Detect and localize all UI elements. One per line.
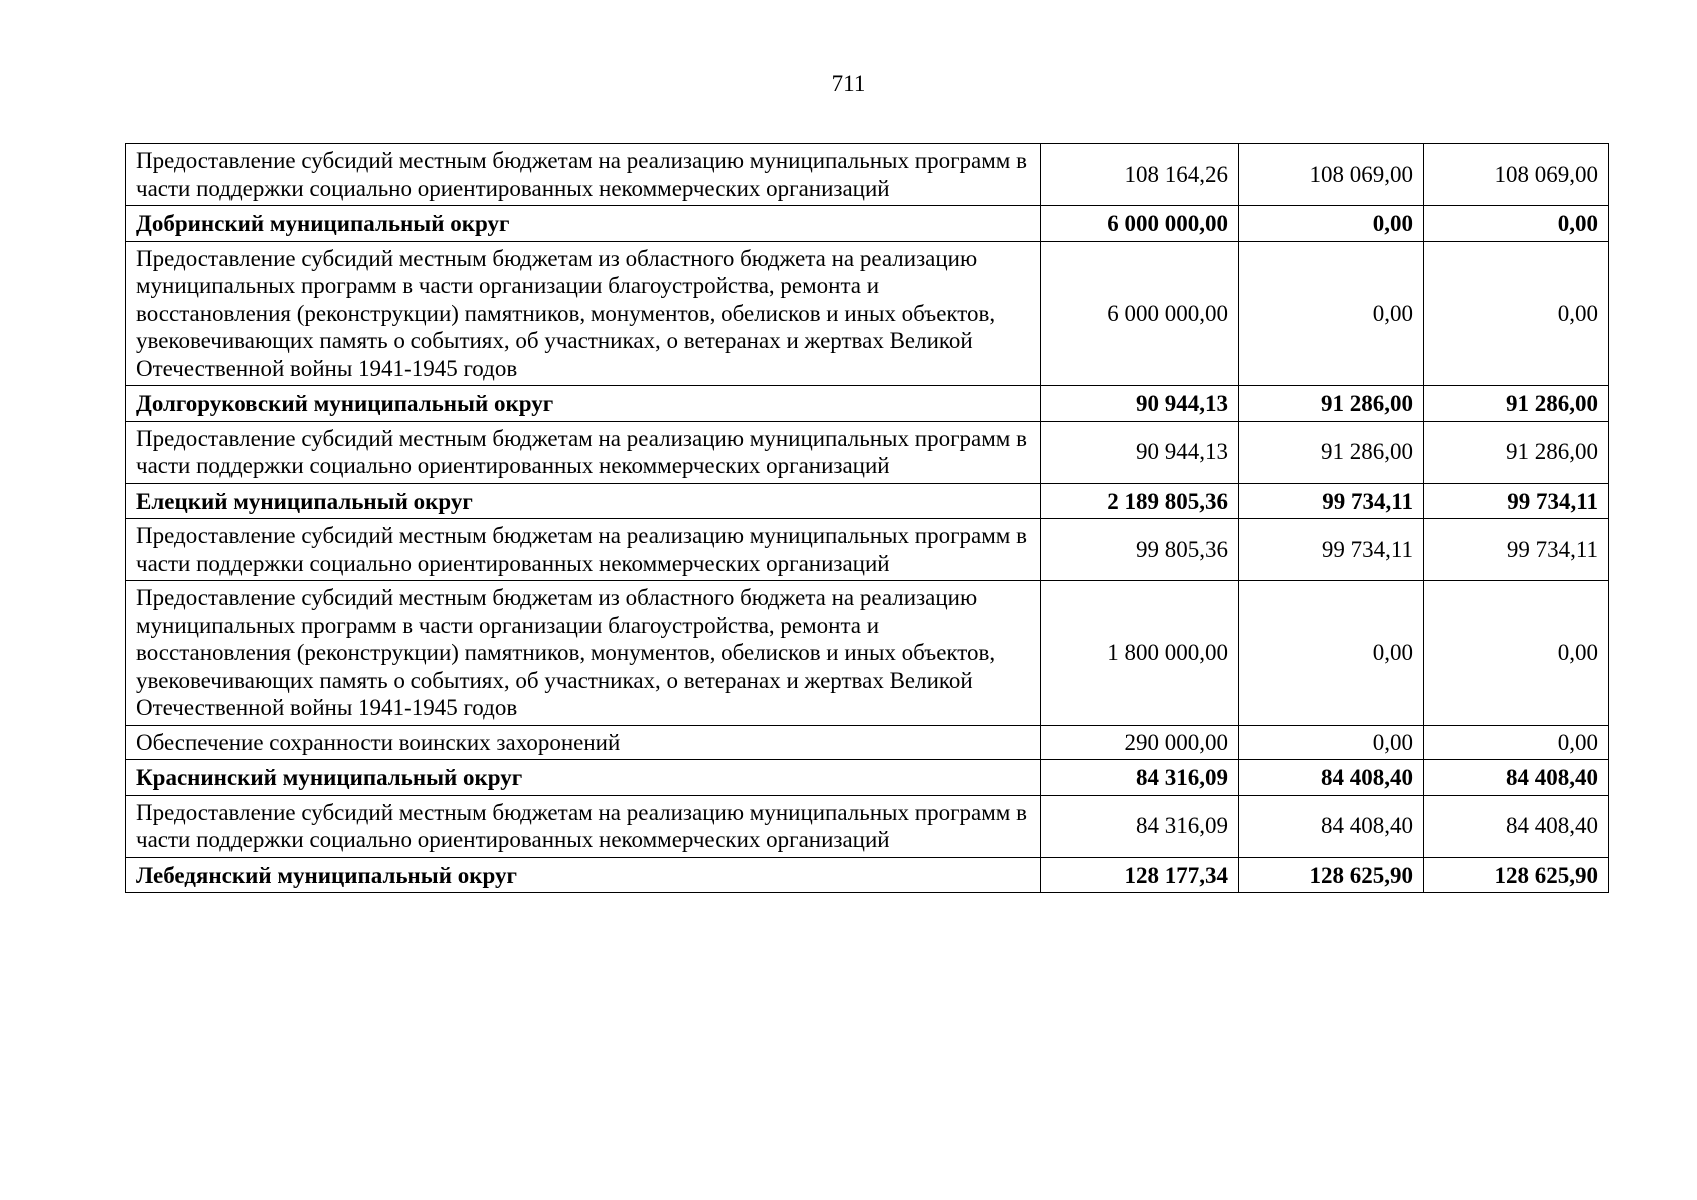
row-description: Обеспечение сохранности воинских захоронений [126,725,1041,760]
value-col-3: 99 734,11 [1424,519,1609,581]
value-col-1: 6 000 000,00 [1041,206,1239,242]
value-col-1: 128 177,34 [1041,857,1239,893]
table-row [126,519,1609,581]
value-col-1: 84 316,09 [1041,795,1239,857]
value-col-1: 290 000,00 [1041,725,1239,760]
row-description: Предоставление субсидий местным бюджетам из областного бюджета на реализацию муниципальных программ в части организации благоустройства, ремонта и восстановления (реконструкции) памятников, монументов, обелисков и иных объектов, увековечивающих память о событиях, об участниках, о ветеранах и жертвах Великой Отечественной войны 1941-1945 годов [126,241,1041,386]
row-description: Краснинский муниципальный округ [126,760,1041,796]
value-col-3: 84 408,40 [1424,795,1609,857]
table-row [126,795,1609,857]
table-row [126,421,1609,483]
value-col-3: 91 286,00 [1424,421,1609,483]
value-col-2: 84 408,40 [1239,760,1424,796]
page-number: 711 [831,71,866,96]
value-col-3: 0,00 [1424,581,1609,726]
group-header-row [126,386,1609,422]
value-col-1: 108 164,26 [1041,144,1239,206]
value-col-1: 90 944,13 [1041,421,1239,483]
row-description: Предоставление субсидий местным бюджетам на реализацию муниципальных программ в части поддержки социально ориентированных некоммерческих организаций [126,144,1041,206]
value-col-2: 0,00 [1239,206,1424,242]
group-header-row [126,857,1609,893]
value-col-3: 128 625,90 [1424,857,1609,893]
value-col-3: 0,00 [1424,206,1609,242]
value-col-1: 90 944,13 [1041,386,1239,422]
row-description: Предоставление субсидий местным бюджетам из областного бюджета на реализацию муниципальных программ в части организации благоустройства, ремонта и восстановления (реконструкции) памятников, монументов, обелисков и иных объектов, увековечивающих память о событиях, об участниках, о ветеранах и жертвах Великой Отечественной войны 1941-1945 годов [126,581,1041,726]
group-header-row [126,206,1609,242]
value-col-3: 0,00 [1424,725,1609,760]
value-col-2: 0,00 [1239,581,1424,726]
row-description: Елецкий муниципальный округ [126,483,1041,519]
value-col-2: 108 069,00 [1239,144,1424,206]
value-col-2: 128 625,90 [1239,857,1424,893]
value-col-3: 84 408,40 [1424,760,1609,796]
value-col-2: 0,00 [1239,725,1424,760]
row-description: Лебедянский муниципальный округ [126,857,1041,893]
value-col-2: 91 286,00 [1239,386,1424,422]
row-description: Предоставление субсидий местным бюджетам на реализацию муниципальных программ в части поддержки социально ориентированных некоммерческих организаций [126,421,1041,483]
row-description: Долгоруковский муниципальный округ [126,386,1041,422]
value-col-2: 0,00 [1239,241,1424,386]
value-col-2: 91 286,00 [1239,421,1424,483]
value-col-2: 99 734,11 [1239,519,1424,581]
value-col-3: 108 069,00 [1424,144,1609,206]
table-row [126,581,1609,726]
row-description: Предоставление субсидий местным бюджетам на реализацию муниципальных программ в части поддержки социально ориентированных некоммерческих организаций [126,519,1041,581]
value-col-1: 6 000 000,00 [1041,241,1239,386]
value-col-3: 99 734,11 [1424,483,1609,519]
value-col-1: 1 800 000,00 [1041,581,1239,726]
group-header-row [126,760,1609,796]
value-col-3: 0,00 [1424,241,1609,386]
value-col-1: 99 805,36 [1041,519,1239,581]
value-col-1: 84 316,09 [1041,760,1239,796]
value-col-2: 84 408,40 [1239,795,1424,857]
table-row [126,725,1609,760]
table-row [126,241,1609,386]
value-col-3: 91 286,00 [1424,386,1609,422]
value-col-1: 2 189 805,36 [1041,483,1239,519]
budget-table [125,143,1609,893]
row-description: Добринский муниципальный округ [126,206,1041,242]
table-row [126,144,1609,206]
value-col-2: 99 734,11 [1239,483,1424,519]
row-description: Предоставление субсидий местным бюджетам на реализацию муниципальных программ в части поддержки социально ориентированных некоммерческих организаций [126,795,1041,857]
group-header-row [126,483,1609,519]
